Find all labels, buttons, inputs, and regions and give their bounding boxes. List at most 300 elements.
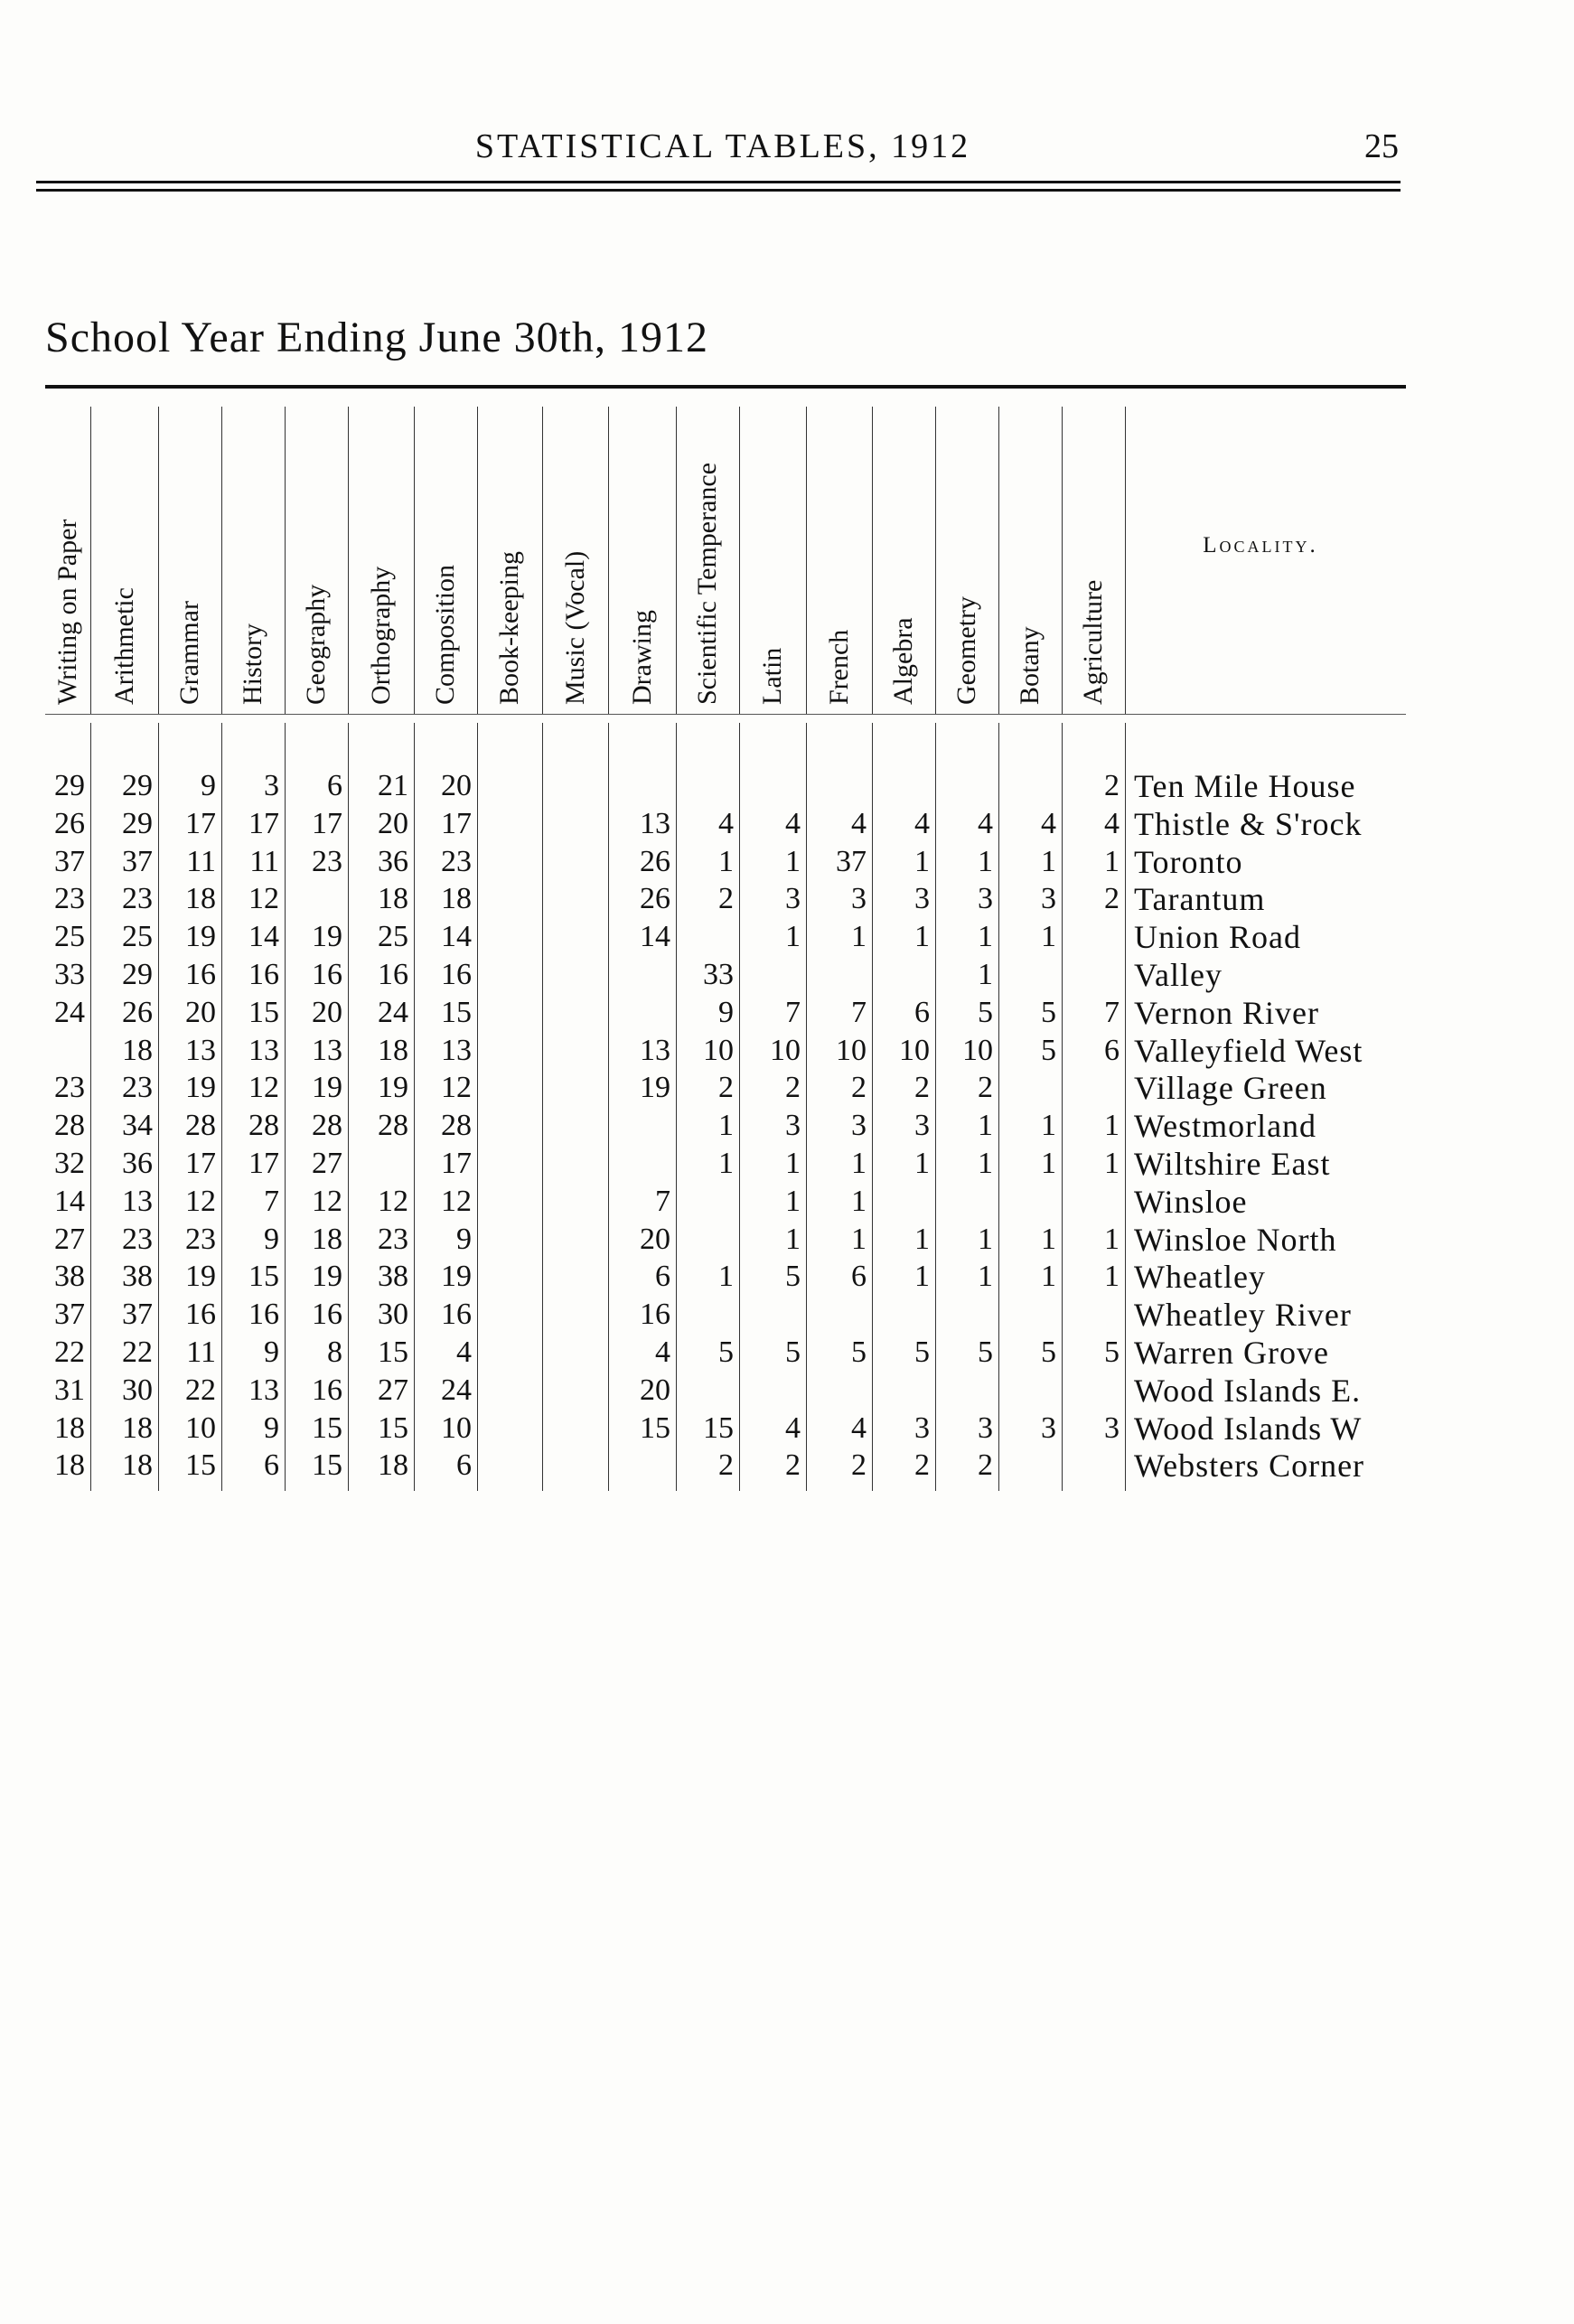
table-cell: 1 [1104, 1260, 1120, 1294]
locality-name: Tarantum [1134, 881, 1266, 918]
table-cell: 3 [914, 882, 930, 916]
column-header-label: Arithmetic [108, 587, 139, 705]
table-cell: 1 [1041, 844, 1056, 878]
table-cell: 23 [122, 1222, 153, 1256]
table-cell: 15 [378, 1335, 408, 1369]
table-cell: 1 [978, 958, 993, 991]
table-cell: 16 [185, 958, 216, 991]
table-cell: 4 [851, 806, 867, 840]
column-header [221, 407, 285, 714]
table-cell: 1 [785, 1184, 801, 1218]
table-cell: 19 [312, 1071, 342, 1105]
table-cell: 1 [978, 1260, 993, 1294]
table-cell: 13 [312, 1033, 342, 1067]
table-cell: 1 [978, 1109, 993, 1143]
table-cell: 14 [441, 920, 472, 954]
table-cell: 14 [640, 920, 670, 954]
table-cell: 9 [264, 1222, 279, 1256]
column-header-label: Geometry [951, 596, 981, 705]
table-cell: 24 [54, 995, 85, 1029]
locality-name: Valley [1134, 957, 1223, 993]
table-cell: 4 [718, 806, 734, 840]
table-cell: 19 [378, 1071, 408, 1105]
table-cell: 2 [718, 1448, 734, 1483]
table-cell: 30 [122, 1373, 153, 1407]
column-header-label: Writing on Paper [52, 519, 82, 705]
table-cell: 1 [1104, 844, 1120, 878]
table-cell: 2 [851, 1071, 867, 1105]
locality-name: Toronto [1134, 843, 1243, 880]
table-cell: 13 [248, 1373, 279, 1407]
table-cell: 20 [640, 1222, 670, 1256]
table-cell: 6 [327, 769, 342, 802]
table-cell: 4 [456, 1335, 472, 1369]
column-header-label: Botany [1015, 626, 1045, 705]
table-cell: 15 [248, 1260, 279, 1294]
table-cell: 9 [264, 1410, 279, 1445]
header-bottom-rule [45, 714, 1406, 715]
table-cell: 4 [785, 1410, 801, 1445]
table-cell: 9 [456, 1222, 472, 1256]
table-cell: 3 [978, 1410, 993, 1445]
page-number: 25 [1364, 127, 1399, 165]
locality-name: Wood Islands E. [1134, 1372, 1362, 1409]
table-cell: 12 [248, 1071, 279, 1105]
table-cell: 1 [978, 1147, 993, 1180]
table-cell: 1 [1041, 1260, 1056, 1294]
column-header [285, 407, 348, 714]
table-cell: 31 [54, 1373, 85, 1407]
column-header [1062, 407, 1125, 714]
table-cell: 15 [441, 995, 472, 1029]
table-cell: 28 [378, 1109, 408, 1143]
table-cell: 3 [785, 882, 801, 916]
table-cell: 16 [185, 1298, 216, 1332]
table-cell: 2 [1104, 882, 1120, 916]
table-cell: 26 [122, 995, 153, 1029]
table-cell: 26 [640, 882, 670, 916]
table-cell: 15 [640, 1410, 670, 1445]
column-header-label: Composition [430, 564, 460, 705]
table-cell: 18 [378, 882, 408, 916]
locality-name: Warren Grove [1134, 1335, 1329, 1371]
column-header-label: Drawing [626, 610, 657, 705]
table-cell: 13 [640, 806, 670, 840]
table-cell: 27 [312, 1147, 342, 1180]
column-header [348, 407, 414, 714]
table-cell: 1 [1104, 1109, 1120, 1143]
table-cell: 23 [54, 882, 85, 916]
table-cell: 12 [248, 882, 279, 916]
table-cell: 13 [248, 1033, 279, 1067]
locality-name: Winsloe North [1134, 1221, 1337, 1258]
locality-name: Wheatley [1134, 1259, 1266, 1296]
table-top-rule [45, 385, 1406, 389]
column-header-label: Scientific Temperance [692, 462, 722, 705]
table-cell: 12 [185, 1184, 216, 1218]
table-cell: 4 [1104, 806, 1120, 840]
locality-name: Wheatley River [1134, 1297, 1352, 1334]
table-cell: 37 [54, 1298, 85, 1332]
table-cell: 29 [122, 958, 153, 991]
table-cell: 18 [378, 1033, 408, 1067]
table-cell: 5 [718, 1335, 734, 1369]
table-cell: 22 [185, 1373, 216, 1407]
table-cell: 19 [185, 920, 216, 954]
table-cell: 28 [185, 1109, 216, 1143]
column-rule [542, 723, 543, 1491]
locality-name: Websters Corner [1134, 1448, 1365, 1485]
table-cell: 28 [248, 1109, 279, 1143]
table-cell: 19 [185, 1071, 216, 1105]
table-cell: 20 [185, 995, 216, 1029]
table-cell: 6 [914, 995, 930, 1029]
table-cell: 2 [851, 1448, 867, 1483]
table-cell: 17 [185, 1147, 216, 1180]
table-cell: 2 [914, 1071, 930, 1105]
table-cell: 16 [441, 958, 472, 991]
table-cell: 10 [836, 1033, 867, 1067]
table-cell: 29 [54, 769, 85, 802]
table-cell: 1 [914, 1222, 930, 1256]
table-cell: 2 [718, 882, 734, 916]
table-cell: 22 [122, 1335, 153, 1369]
table-cell: 10 [441, 1410, 472, 1445]
column-header [90, 407, 158, 714]
table-cell: 3 [1041, 882, 1056, 916]
table-cell: 19 [312, 1260, 342, 1294]
table-cell: 2 [978, 1071, 993, 1105]
table-cell: 2 [1104, 769, 1120, 802]
table-cell: 17 [441, 1147, 472, 1180]
table-cell: 2 [785, 1071, 801, 1105]
table-cell: 2 [978, 1448, 993, 1483]
table-cell: 20 [378, 806, 408, 840]
table-cell: 13 [441, 1033, 472, 1067]
table-cell: 34 [122, 1109, 153, 1143]
column-header [935, 407, 998, 714]
table-cell: 7 [851, 995, 867, 1029]
table-cell: 7 [785, 995, 801, 1029]
table-cell: 8 [327, 1335, 342, 1369]
table-cell: 1 [851, 1147, 867, 1180]
table-cell: 23 [378, 1222, 408, 1256]
table-cell: 3 [978, 882, 993, 916]
table-cell: 12 [441, 1071, 472, 1105]
table-cell: 32 [54, 1147, 85, 1180]
column-rule [1125, 723, 1126, 1491]
table-cell: 1 [851, 920, 867, 954]
table-cell: 38 [54, 1260, 85, 1294]
table-cell: 11 [186, 844, 216, 878]
table-cell: 4 [655, 1335, 670, 1369]
column-header-label: French [823, 629, 854, 705]
table-cell: 11 [249, 844, 279, 878]
column-rule [477, 723, 478, 1491]
table-cell: 12 [441, 1184, 472, 1218]
table-cell: 33 [54, 958, 85, 991]
table-cell: 5 [978, 995, 993, 1029]
table-cell: 3 [851, 1109, 867, 1143]
table-cell: 18 [185, 882, 216, 916]
locality-name: Union Road [1134, 919, 1301, 956]
column-header [739, 407, 806, 714]
column-header [998, 407, 1062, 714]
table-cell: 9 [264, 1335, 279, 1369]
table-cell: 28 [441, 1109, 472, 1143]
table-cell: 1 [914, 1147, 930, 1180]
column-header [542, 407, 608, 714]
table-cell: 13 [185, 1033, 216, 1067]
locality-name: Ten Mile House [1134, 768, 1356, 804]
table-cell: 1 [1041, 1222, 1056, 1256]
table-cell: 3 [785, 1109, 801, 1143]
table-cell: 18 [122, 1448, 153, 1483]
table-cell: 19 [640, 1071, 670, 1105]
table-cell: 4 [978, 806, 993, 840]
table-cell: 12 [312, 1184, 342, 1218]
locality-name: Valleyfield West [1134, 1032, 1363, 1069]
table-cell: 20 [441, 769, 472, 802]
table-cell: 7 [1104, 995, 1120, 1029]
table-cell: 10 [185, 1410, 216, 1445]
table-cell: 19 [312, 920, 342, 954]
table-cell: 14 [248, 920, 279, 954]
column-header-label: History [238, 623, 267, 705]
table-cell: 15 [248, 995, 279, 1029]
table-cell: 5 [914, 1335, 930, 1369]
table-cell: 36 [378, 844, 408, 878]
table-cell: 1 [851, 1222, 867, 1256]
table-cell: 1 [1041, 1147, 1056, 1180]
table-cell: 36 [122, 1147, 153, 1180]
column-header [414, 407, 477, 714]
table-cell: 13 [122, 1184, 153, 1218]
table-cell: 1 [1104, 1222, 1120, 1256]
column-header [158, 407, 221, 714]
table-cell: 1 [785, 844, 801, 878]
table-cell: 5 [978, 1335, 993, 1369]
table-cell: 4 [914, 806, 930, 840]
table-cell: 7 [655, 1184, 670, 1218]
table-cell: 30 [378, 1298, 408, 1332]
running-head: STATISTICAL TABLES, 1912 [474, 127, 971, 165]
table-cell: 20 [640, 1373, 670, 1407]
table-cell: 37 [54, 844, 85, 878]
table-cell: 33 [703, 958, 734, 991]
table-cell: 5 [785, 1335, 801, 1369]
table-cell: 25 [54, 920, 85, 954]
column-header-label: Latin [757, 647, 787, 705]
table-cell: 16 [378, 958, 408, 991]
locality-name: Wiltshire East [1134, 1146, 1331, 1182]
table-cell: 5 [1104, 1335, 1120, 1369]
table-cell: 27 [378, 1373, 408, 1407]
table-cell: 24 [378, 995, 408, 1029]
table-cell: 23 [312, 844, 342, 878]
table-cell: 1 [718, 1109, 734, 1143]
table-cell: 1 [1104, 1147, 1120, 1180]
table-cell: 16 [312, 958, 342, 991]
locality-name: Westmorland [1134, 1108, 1317, 1145]
table-cell: 1 [1041, 920, 1056, 954]
table-cell: 23 [54, 1071, 85, 1105]
table-cell: 1 [978, 844, 993, 878]
table-cell: 2 [914, 1448, 930, 1483]
table-cell: 7 [264, 1184, 279, 1218]
table-cell: 17 [312, 806, 342, 840]
table-cell: 15 [185, 1448, 216, 1483]
table-cell: 18 [54, 1410, 85, 1445]
table-cell: 37 [122, 844, 153, 878]
table-cell: 26 [54, 806, 85, 840]
column-header [806, 407, 872, 714]
table-cell: 10 [899, 1033, 930, 1067]
table-cell: 15 [378, 1410, 408, 1445]
table-cell: 3 [914, 1410, 930, 1445]
table-cell: 3 [1041, 1410, 1056, 1445]
table-cell: 1 [978, 1222, 993, 1256]
table-cell: 1 [851, 1184, 867, 1218]
table-cell: 11 [186, 1335, 216, 1369]
table-cell: 24 [441, 1373, 472, 1407]
table-cell: 4 [851, 1410, 867, 1445]
locality-header: Locality. [1203, 533, 1318, 558]
column-header-label: Algebra [888, 617, 918, 705]
table-cell: 17 [248, 806, 279, 840]
column-header [477, 407, 542, 714]
table-cell: 10 [703, 1033, 734, 1067]
table-cell: 6 [456, 1448, 472, 1483]
table-cell: 16 [248, 958, 279, 991]
table-cell: 23 [441, 844, 472, 878]
table-cell: 1 [914, 844, 930, 878]
table-cell: 1 [718, 844, 734, 878]
table-cell: 1 [785, 920, 801, 954]
table-cell: 22 [54, 1335, 85, 1369]
table-cell: 3 [264, 769, 279, 802]
table-cell: 26 [640, 844, 670, 878]
table-cell: 16 [312, 1298, 342, 1332]
table-cell: 5 [1041, 1335, 1056, 1369]
column-header-label: Book-keeping [494, 551, 524, 705]
table-cell: 19 [441, 1260, 472, 1294]
table-cell: 18 [312, 1222, 342, 1256]
table-cell: 12 [378, 1184, 408, 1218]
table-cell: 14 [54, 1184, 85, 1218]
table-cell: 1 [785, 1147, 801, 1180]
table-cell: 25 [378, 920, 408, 954]
section-title: School Year Ending June 30th, 1912 [45, 314, 708, 361]
column-header [872, 407, 935, 714]
table-cell: 25 [122, 920, 153, 954]
locality-name: Thistle & S'rock [1134, 805, 1363, 842]
table-cell: 6 [655, 1260, 670, 1294]
table-cell: 4 [785, 806, 801, 840]
table-cell: 21 [378, 769, 408, 802]
table-cell: 29 [122, 806, 153, 840]
table-cell: 1 [1041, 1109, 1056, 1143]
table-cell: 6 [851, 1260, 867, 1294]
table-cell: 1 [718, 1147, 734, 1180]
table-cell: 15 [312, 1410, 342, 1445]
column-header-label: Agriculture [1078, 579, 1108, 705]
table-cell: 5 [785, 1260, 801, 1294]
table-cell: 9 [201, 769, 216, 802]
table-cell: 1 [914, 1260, 930, 1294]
table-cell: 4 [1041, 806, 1056, 840]
table-cell: 37 [122, 1298, 153, 1332]
table-cell: 16 [248, 1298, 279, 1332]
locality-name: Village Green [1134, 1070, 1327, 1107]
table-cell: 10 [770, 1033, 801, 1067]
column-rule [1125, 407, 1126, 714]
table-cell: 19 [185, 1260, 216, 1294]
table-cell: 5 [1041, 995, 1056, 1029]
column-header-label: Geography [301, 584, 331, 705]
table-cell: 1 [718, 1260, 734, 1294]
table-cell: 2 [718, 1071, 734, 1105]
table-cell: 27 [54, 1222, 85, 1256]
header-double-rule [36, 181, 1401, 192]
table-cell: 28 [312, 1109, 342, 1143]
table-cell: 3 [914, 1109, 930, 1143]
table-cell: 9 [718, 995, 734, 1029]
table-cell: 38 [378, 1260, 408, 1294]
table-cell: 5 [851, 1335, 867, 1369]
table-cell: 16 [640, 1298, 670, 1332]
locality-name: Wood Islands W [1134, 1410, 1363, 1447]
table-cell: 1 [914, 920, 930, 954]
table-cell: 16 [441, 1298, 472, 1332]
column-header-label: Grammar [174, 601, 204, 705]
table-cell: 28 [54, 1109, 85, 1143]
table-cell: 38 [122, 1260, 153, 1294]
table-cell: 2 [785, 1448, 801, 1483]
table-cell: 17 [248, 1147, 279, 1180]
column-header [676, 407, 739, 714]
table-cell: 1 [978, 920, 993, 954]
table-cell: 16 [312, 1373, 342, 1407]
table-cell: 6 [1104, 1033, 1120, 1067]
table-cell: 18 [378, 1448, 408, 1483]
table-cell: 13 [640, 1033, 670, 1067]
table-cell: 29 [122, 769, 153, 802]
column-header-label: Music (Vocal) [559, 550, 590, 705]
locality-name: Vernon River [1134, 994, 1319, 1031]
locality-name: Winsloe [1134, 1183, 1248, 1220]
table-cell: 37 [836, 844, 867, 878]
table-cell: 5 [1041, 1033, 1056, 1067]
table-cell: 18 [441, 882, 472, 916]
table-cell: 1 [785, 1222, 801, 1256]
table-cell: 15 [312, 1448, 342, 1483]
column-header-label: Orthography [365, 566, 396, 705]
table-cell: 17 [441, 806, 472, 840]
table-cell: 17 [185, 806, 216, 840]
column-header [608, 407, 676, 714]
table-cell: 23 [122, 1071, 153, 1105]
table-cell: 18 [122, 1033, 153, 1067]
table-cell: 18 [54, 1448, 85, 1483]
table-cell: 10 [962, 1033, 993, 1067]
table-cell: 23 [185, 1222, 216, 1256]
table-cell: 3 [851, 882, 867, 916]
table-cell: 23 [122, 882, 153, 916]
table-cell: 18 [122, 1410, 153, 1445]
table-cell: 15 [703, 1410, 734, 1445]
column-header [45, 407, 90, 714]
